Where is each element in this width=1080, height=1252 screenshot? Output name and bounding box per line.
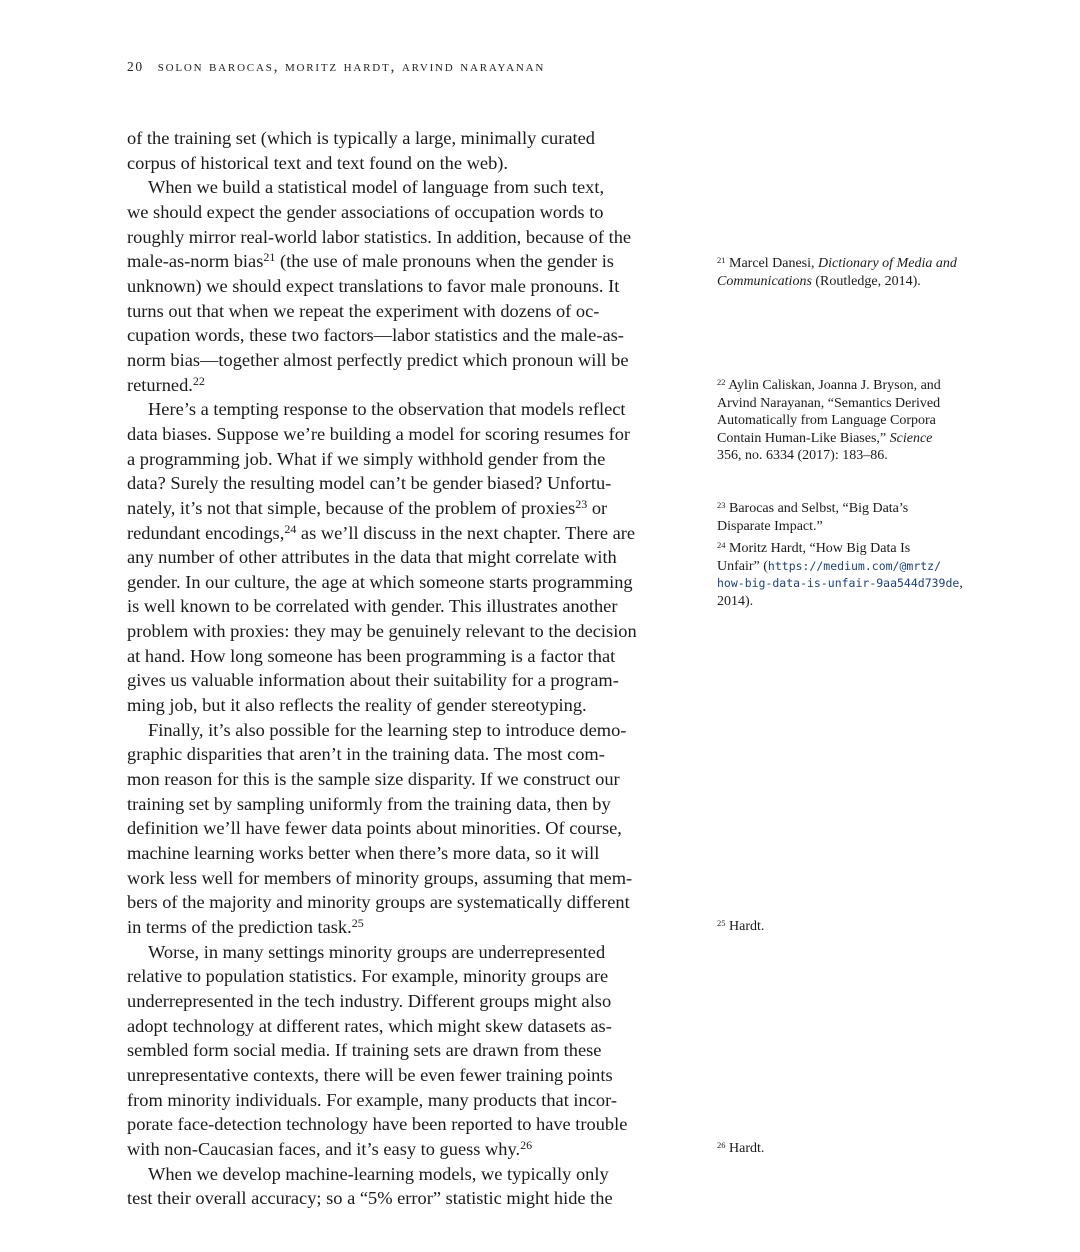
text-line: norm bias—together almost perfectly predict which pronoun will be (127, 349, 629, 370)
sidenote-text: Barocas and Selbst, “Big Data’s (725, 501, 909, 516)
sidenote-26 (717, 1140, 987, 1158)
text-line: problem with proxies: they may be genuinely relevant to the decision (127, 621, 637, 642)
paragraph (127, 126, 677, 175)
sidenote-line (717, 575, 987, 593)
paragraph (127, 940, 677, 1162)
text-run: nately, it’s not that simple, because of the problem of proxies (127, 497, 576, 518)
running-head-authors: solon barocas, moritz hardt, arvind narayanan (157, 58, 546, 75)
text-run: returned. (127, 374, 193, 395)
text-run: as we’ll discuss in the next chapter. There are (296, 522, 636, 543)
sidenote-text: Hardt. (725, 919, 765, 934)
text-line: gives us valuable information about their suitability for a program- (127, 670, 619, 691)
sidenote-line (717, 558, 987, 576)
sidenote-22 (717, 377, 987, 465)
sidenote-text: Hardt. (725, 1141, 765, 1156)
sidenote-number: 24 (717, 540, 726, 550)
footnote-ref-21[interactable]: 21 (263, 250, 276, 265)
text-run: male-as-norm bias (127, 251, 264, 272)
sidenote-line: Disparate Impact.” (717, 518, 823, 534)
sidenote-number: 26 (717, 1140, 726, 1150)
sidenote-24 (717, 540, 987, 610)
text-line: ming job, but it also reflects the reality of gender stereotyping. (127, 695, 587, 716)
sidenote-text: Marcel Danesi, (725, 256, 819, 271)
sidenote-line: 356, no. 6334 (2017): 183–86. (717, 448, 888, 464)
running-head (127, 58, 545, 76)
footnote-ref-23[interactable]: 23 (575, 496, 588, 511)
sidenote-line: Arvind Narayanan, “Semantics Derived (717, 395, 941, 411)
text-run: with non-Caucasian faces, and it’s easy to guess why. (127, 1138, 521, 1159)
paragraph (127, 397, 677, 718)
paragraph (127, 718, 677, 940)
sidenote-text: Moritz Hardt, “How Big Data Is (725, 541, 911, 556)
sidenote-url-link[interactable]: https://medium.com/@mrtz/ (767, 558, 942, 573)
sidenote-23 (717, 500, 987, 535)
sidenote-text: , (959, 576, 963, 592)
sidenote-text: (Routledge, 2014). (811, 273, 921, 289)
text-run: or (587, 497, 608, 518)
text-line (127, 1137, 677, 1162)
text-line: definition we’ll have fewer data points about minorities. Of course, (127, 818, 622, 839)
text-line: When we develop machine-learning models, we typically only (148, 1163, 609, 1184)
text-line: Here’s a tempting response to the observation that models reflect (148, 399, 626, 420)
text-line (127, 373, 677, 398)
sidenote-url-link[interactable]: how-big-data-is-unfair-9aa544d739de (717, 576, 960, 591)
text-line: mon reason for this is the sample size disparity. If we construct our (127, 769, 620, 790)
text-line (127, 915, 677, 940)
text-line: turns out that when we repeat the experiment with dozens of oc- (127, 300, 600, 321)
text-line: Finally, it’s also possible for the learning step to introduce demo- (148, 719, 627, 740)
text-line: cupation words, these two factors—labor statistics and the male-as- (127, 325, 624, 346)
text-line: any number of other attributes in the data that might correlate with (127, 547, 617, 568)
text-line: data biases. Suppose we’re building a model for scoring resumes for (127, 423, 631, 444)
text-line: training set by sampling uniformly from the training data, then by (127, 793, 611, 814)
footnote-ref-24[interactable]: 24 (284, 521, 297, 536)
text-line: When we build a statistical model of language from such text, (148, 177, 605, 198)
sidenote-line: 2014). (717, 593, 754, 609)
paragraph (127, 1162, 677, 1211)
text-line: test their overall accuracy; so a “5% error” statistic might hide the (127, 1188, 613, 1209)
text-line: graphic disparities that aren’t in the training data. The most com- (127, 744, 605, 765)
text-line: adopt technology at different rates, which might skew datasets as- (127, 1015, 612, 1036)
text-line: from minority individuals. For example, many products that incor- (127, 1089, 617, 1110)
paragraph (127, 175, 677, 397)
text-line: data? Surely the resulting model can’t be gender biased? Unfortu- (127, 473, 612, 494)
main-text-column (127, 126, 677, 1211)
text-line: unrepresentative contexts, there will be even fewer training points (127, 1064, 613, 1085)
page-number: 20 (127, 59, 144, 74)
text-line: a programming job. What if we simply withhold gender from the (127, 448, 606, 469)
text-line (127, 521, 677, 546)
sidenote-line (717, 430, 987, 448)
text-run: (the use of male pronouns when the gender is (275, 251, 614, 272)
sidenote-line (717, 273, 987, 291)
text-line: relative to population statistics. For example, minority groups are (127, 966, 609, 987)
sidenote-line (717, 255, 987, 273)
text-line: porate face-detection technology have been reported to have trouble (127, 1114, 628, 1135)
text-line: roughly mirror real-world labor statistics. In addition, because of the (127, 226, 632, 247)
sidenote-text: Aylin Caliskan, Joanna J. Bryson, and (725, 378, 941, 393)
text-line: bers of the majority and minority groups are systematically different (127, 892, 630, 913)
text-line: machine learning works better when there’s more data, so it will (127, 843, 600, 864)
text-line: sembled form social media. If training sets are drawn from these (127, 1040, 602, 1061)
sidenote-text: Contain Human-Like Biases,” (717, 430, 890, 446)
sidenote-line (717, 918, 987, 936)
sidenote-21 (717, 255, 987, 290)
sidenote-title: Communications (717, 273, 812, 289)
sidenote-line (717, 1140, 987, 1158)
text-line: of the training set (which is typically a large, minimally curated (127, 128, 595, 148)
sidenote-title: Dictionary of Media and (818, 256, 957, 271)
sidenote-number: 21 (717, 255, 726, 265)
sidenote-line (717, 500, 987, 518)
text-line (127, 496, 677, 521)
text-line (127, 249, 677, 274)
sidenote-25 (717, 918, 987, 936)
text-run: in terms of the prediction task. (127, 917, 352, 937)
sidenote-line (717, 540, 987, 558)
sidenote-line: Automatically from Language Corpora (717, 413, 936, 429)
text-run: redundant encodings, (127, 522, 285, 543)
sidenote-title: Science (889, 430, 933, 446)
text-line: work less well for members of minority groups, assuming that mem- (127, 867, 633, 888)
text-line: is well known to be correlated with gender. This illustrates another (127, 596, 618, 617)
sidenote-number: 22 (717, 377, 726, 387)
text-line: corpus of historical text and text found on the web). (127, 152, 508, 173)
text-line: at hand. How long someone has been programming is a factor that (127, 645, 616, 666)
text-line: unknown) we should expect translations to favor male pronouns. It (127, 275, 620, 296)
sidenote-line (717, 377, 987, 395)
sidenote-number: 25 (717, 918, 726, 928)
text-line: gender. In our culture, the age at which someone starts programming (127, 571, 633, 592)
text-line: underrepresented in the tech industry. Different groups might also (127, 990, 612, 1011)
footnote-ref-22[interactable]: 22 (192, 373, 205, 388)
footnote-ref-25[interactable]: 25 (351, 916, 364, 930)
text-line: Worse, in many settings minority groups are underrepresented (148, 941, 606, 962)
sidenote-text: Unfair” ( (717, 558, 768, 574)
footnote-ref-26[interactable]: 26 (520, 1137, 533, 1152)
text-line: we should expect the gender associations of occupation words to (127, 201, 604, 222)
sidenote-number: 23 (717, 500, 726, 510)
